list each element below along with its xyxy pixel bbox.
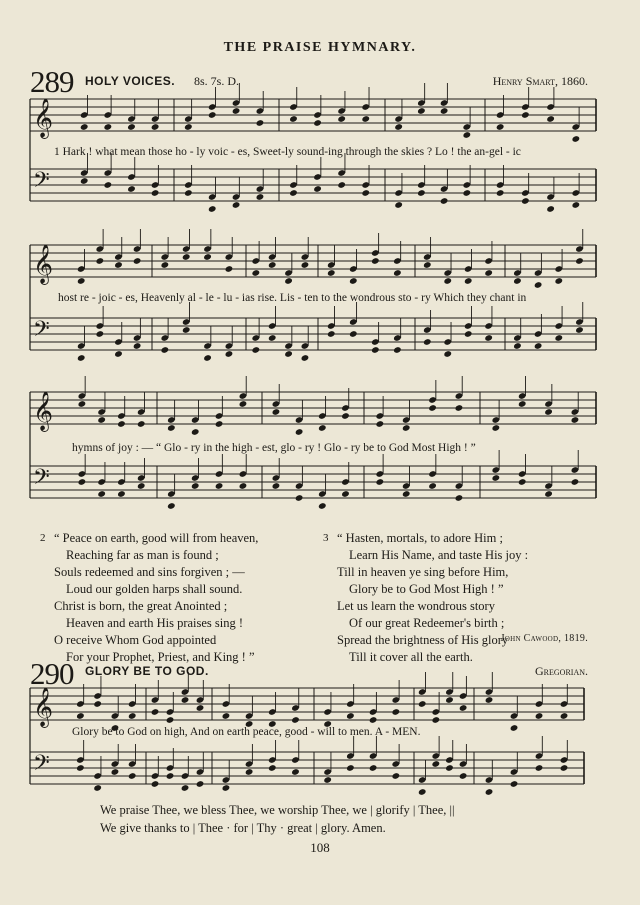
note-head — [151, 123, 160, 131]
note-head — [137, 420, 146, 428]
note-head — [128, 712, 137, 720]
note-head — [560, 764, 569, 772]
note-head — [443, 350, 452, 358]
verse-3-line: Of our great Redeemer's birth ; — [349, 616, 505, 630]
note-head — [268, 334, 277, 342]
note-head — [417, 107, 426, 115]
note-head — [572, 201, 581, 209]
note-head — [418, 788, 427, 796]
note-head — [78, 478, 87, 486]
note-head — [492, 424, 501, 432]
note-head — [191, 428, 200, 436]
note-head — [346, 764, 355, 772]
note-head — [428, 482, 437, 490]
hymn-289-composer: Henry Smart, 1860. — [492, 74, 588, 88]
note-head — [418, 700, 427, 708]
note-head — [78, 400, 87, 408]
note-head — [554, 277, 563, 285]
hymn-289-title: HOLY VOICES. — [85, 74, 176, 88]
note-head — [161, 346, 170, 354]
note-head — [215, 482, 224, 490]
note-head — [117, 490, 126, 498]
note-head — [96, 257, 105, 265]
note-head — [464, 277, 473, 285]
note-head — [572, 135, 581, 143]
note-head — [161, 261, 170, 269]
note-head — [232, 107, 241, 115]
verse-2-line: O receive Whom God appointed — [54, 633, 217, 647]
note-head — [361, 115, 370, 123]
verse-2-line: For your Prophet, Priest, and King ! ” — [66, 650, 255, 664]
note-head — [80, 177, 89, 185]
note-head — [268, 764, 277, 772]
note-head — [93, 784, 102, 792]
page-number: 108 — [310, 840, 330, 855]
note-head — [571, 478, 580, 486]
note-head — [463, 189, 472, 197]
verse-2-line: “ Peace on earth, good will from heaven, — [54, 531, 259, 545]
verse-2-line: Heaven and earth His praises sing ! — [66, 616, 244, 630]
note-head — [313, 119, 322, 127]
note-head — [239, 482, 248, 490]
note-head — [203, 354, 212, 362]
note-head — [318, 424, 327, 432]
chant-line: We praise Thee, we bless Thee, we worship Thee, we | glorify | Thee, || — [100, 803, 455, 817]
note-head — [137, 482, 146, 490]
verse-2-number: 2 — [40, 532, 46, 544]
note-head — [484, 334, 493, 342]
note-head — [402, 424, 411, 432]
note-head — [535, 712, 544, 720]
bass-clef: 𝄢 — [33, 465, 50, 495]
note-head — [521, 197, 530, 205]
note-head — [208, 111, 217, 119]
note-head — [393, 346, 402, 354]
note-head — [225, 265, 234, 273]
note-head — [459, 772, 468, 780]
note-head — [114, 261, 123, 269]
note-head — [272, 482, 281, 490]
hymn-289-lyric-line-3: hymns of joy : — “ Glo - ry in the high - est, glo - ry ! Glo - ry be to God Most High ! ” — [72, 442, 476, 454]
note-head — [349, 330, 358, 338]
note-head — [239, 400, 248, 408]
note-head — [518, 400, 527, 408]
note-head — [182, 326, 191, 334]
note-head — [392, 708, 401, 716]
note-head — [151, 780, 160, 788]
verse-3 — [323, 530, 529, 666]
note-head — [346, 712, 355, 720]
note-head — [184, 123, 193, 131]
note-head — [295, 494, 304, 502]
note-head — [417, 189, 426, 197]
treble-clef: 𝄞 — [33, 98, 54, 138]
note-head — [341, 412, 350, 420]
note-head — [182, 253, 191, 261]
hymn-289-number: 289 — [30, 64, 74, 99]
note-head — [544, 408, 553, 416]
note-head — [301, 261, 310, 269]
verse-3-line: Let us learn the wondrous story — [337, 599, 495, 613]
verse-3-line: Learn His Name, and taste His joy : — [349, 548, 529, 562]
running-head: THE PRAISE HYMNARY. — [223, 40, 417, 55]
note-head — [369, 764, 378, 772]
note-head — [560, 712, 569, 720]
verse-2 — [40, 530, 259, 666]
note-head — [97, 416, 106, 424]
note-head — [361, 189, 370, 197]
note-head — [80, 123, 89, 131]
note-head — [571, 416, 580, 424]
note-head — [284, 277, 293, 285]
note-head — [191, 482, 200, 490]
verse-2-line: Reaching far as man is found ; — [66, 548, 219, 562]
note-head — [225, 350, 234, 358]
note-head — [544, 490, 553, 498]
note-head — [341, 490, 350, 498]
note-head — [371, 346, 380, 354]
note-head — [459, 704, 468, 712]
note-head — [394, 201, 403, 209]
hymn-290-lyric-line: Glory be to God on high, And on earth peace, good - will to men. A - MEN. — [72, 726, 421, 738]
note-head — [534, 342, 543, 350]
note-head — [521, 111, 530, 119]
note-head — [463, 131, 472, 139]
note-head — [97, 490, 106, 498]
note-head — [301, 354, 310, 362]
note-head — [337, 115, 346, 123]
note-head — [327, 330, 336, 338]
note-head — [393, 269, 402, 277]
note-head — [151, 708, 160, 716]
verse-3-number: 3 — [323, 532, 329, 544]
note-head — [496, 123, 505, 131]
hymn-289-lyric-line-1: 1 Hark ! what mean those ho - ly voic - es, Sweet-ly sound-ing through the skies ? Lo ! the an-gel - ic — [54, 146, 521, 158]
verse-3-line: Glory be to God Most High ! ” — [349, 582, 504, 596]
note-head — [127, 185, 136, 193]
note-head — [423, 338, 432, 346]
note-head — [111, 768, 120, 776]
verse-3-line: Till it cover all the earth. — [349, 650, 473, 664]
note-head — [445, 696, 454, 704]
hymn-289-lyric-line-2: host re - joic - es, Heavenly al - le - lu - ias rise. Lis - ten to the wondrous sto - ry Which they chant in — [58, 292, 527, 304]
note-head — [196, 704, 205, 712]
note-head — [133, 257, 142, 265]
note-head — [485, 788, 494, 796]
note-head — [252, 346, 261, 354]
note-head — [166, 716, 175, 724]
treble-clef: 𝄞 — [33, 391, 54, 431]
note-head — [323, 776, 332, 784]
note-head — [392, 772, 401, 780]
note-head — [349, 277, 358, 285]
verse-2-line: Loud our golden harps shall sound. — [66, 582, 243, 596]
chant-text — [100, 801, 455, 837]
hymn-289-meter: 8s. 7s. D. — [194, 74, 240, 88]
bass-clef: 𝄢 — [33, 751, 50, 781]
note-head — [222, 712, 231, 720]
note-head — [291, 716, 300, 724]
note-head — [232, 201, 241, 209]
note-head — [318, 502, 327, 510]
note-head — [77, 354, 86, 362]
note-head — [184, 189, 193, 197]
note-head — [492, 474, 501, 482]
verse-3-line: Till in heaven ye sing before Him, — [337, 565, 509, 579]
note-head — [496, 189, 505, 197]
verse-2-line: Souls redeemed and sins forgiven ; — — [54, 565, 245, 579]
note-head — [371, 257, 380, 265]
note-head — [575, 326, 584, 334]
note-head — [440, 107, 449, 115]
note-head — [127, 123, 136, 131]
note-head — [554, 334, 563, 342]
note-head — [93, 700, 102, 708]
note-head — [295, 428, 304, 436]
note-head — [518, 478, 527, 486]
bass-clef: 𝄢 — [33, 317, 50, 347]
note-head — [327, 269, 336, 277]
note-head — [369, 716, 378, 724]
note-head — [534, 281, 543, 289]
note-head — [117, 420, 126, 428]
note-head — [284, 350, 293, 358]
treble-clef: 𝄞 — [33, 244, 54, 284]
note-head — [337, 181, 346, 189]
note-head — [104, 181, 113, 189]
note-head — [208, 205, 217, 213]
note-head — [313, 185, 322, 193]
note-head — [203, 253, 212, 261]
note-head — [455, 404, 464, 412]
note-head — [546, 205, 555, 213]
note-head — [510, 780, 519, 788]
note-head — [256, 193, 265, 201]
note-head — [167, 502, 176, 510]
verse-2-line: Christ is born, the great Anointed ; — [54, 599, 228, 613]
note-head — [268, 261, 277, 269]
note-head — [428, 404, 437, 412]
note-head — [376, 420, 385, 428]
note-head — [104, 123, 113, 131]
note-head — [252, 269, 261, 277]
bass-clef: 𝄢 — [33, 168, 50, 198]
note-head — [76, 764, 85, 772]
note-head — [272, 408, 281, 416]
note-head — [513, 277, 522, 285]
note-head — [402, 490, 411, 498]
hymn-290-title: GLORY BE TO GOD. — [85, 664, 209, 678]
note-head — [256, 119, 265, 127]
note-head — [423, 261, 432, 269]
note-head — [464, 330, 473, 338]
note-head — [166, 772, 175, 780]
note-head — [245, 768, 254, 776]
note-head — [575, 257, 584, 265]
note-head — [128, 772, 137, 780]
note-head — [432, 716, 441, 724]
note-head — [455, 494, 464, 502]
note-head — [289, 189, 298, 197]
note-head — [167, 424, 176, 432]
note-head — [485, 696, 494, 704]
note-head — [151, 189, 160, 197]
note-head — [215, 420, 224, 428]
hymn-290-number: 290 — [30, 656, 74, 691]
note-head — [535, 764, 544, 772]
note-head — [510, 724, 519, 732]
note-head — [77, 277, 86, 285]
verse-3-line: “ Hasten, mortals, to adore Him ; — [337, 531, 503, 545]
note-head — [222, 784, 231, 792]
note-head — [445, 764, 454, 772]
hymn-290-composer: Gregorian. — [535, 664, 588, 678]
note-head — [484, 269, 493, 277]
note-head — [114, 350, 123, 358]
note-head — [196, 780, 205, 788]
note-head — [440, 197, 449, 205]
note-head — [432, 760, 441, 768]
chant-line: We give thanks to | Thee · for | Thy · great | glory. Amen. — [100, 821, 386, 835]
note-head — [96, 330, 105, 338]
note-head — [181, 784, 190, 792]
note-head — [133, 342, 142, 350]
note-head — [291, 768, 300, 776]
hymn-289-author: John Cawood, 1819. — [500, 633, 588, 644]
note-head — [376, 478, 385, 486]
note-head — [181, 696, 190, 704]
note-head — [443, 277, 452, 285]
note-head — [289, 115, 298, 123]
treble-clef: 𝄞 — [33, 687, 54, 727]
verse-3-line: Spread the brightness of His glory — [337, 633, 509, 647]
note-head — [76, 712, 85, 720]
note-head — [546, 115, 555, 123]
note-head — [513, 342, 522, 350]
note-head — [394, 123, 403, 131]
